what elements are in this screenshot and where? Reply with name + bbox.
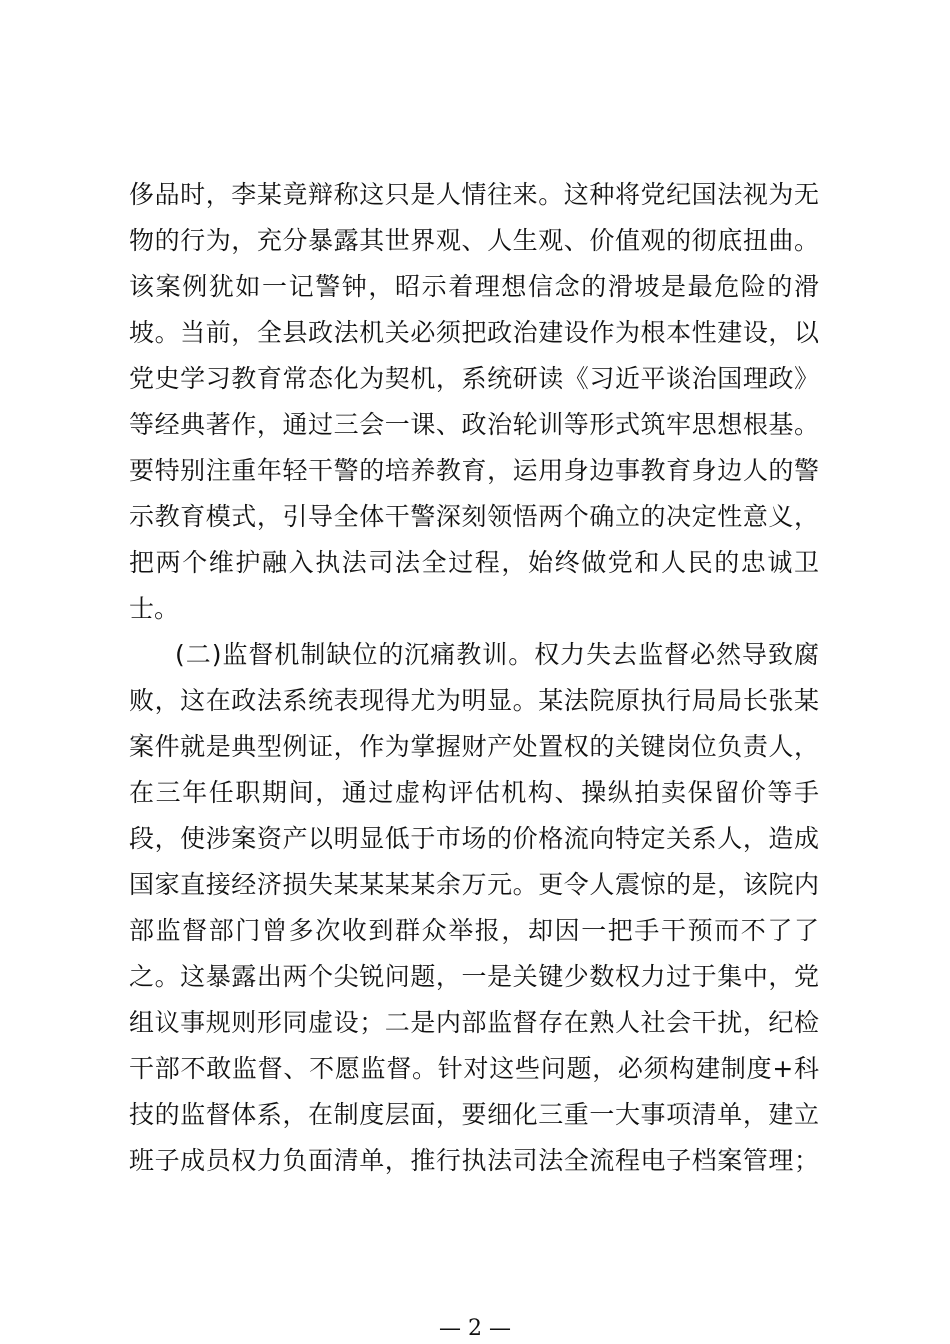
- paragraph-1-line: 物的行为，充分暴露其世界观、人生观、价值观的彻底扭曲。: [129, 226, 819, 255]
- paragraph-2-line: 在三年任职期间，通过虚构评估机构、操纵拍卖保留价等手: [129, 778, 819, 807]
- paragraph-2-line: 技的监督体系，在制度层面，要细化三重一大事项清单，建立: [129, 1100, 819, 1129]
- body-text: [129, 172, 819, 1184]
- paragraph-2-line: 败，这在政法系统表现得尤为明显。某法院原执行局局长张某: [129, 686, 819, 715]
- paragraph-1-line: 等经典著作，通过三会一课、政治轮训等形式筑牢思想根基。: [129, 410, 819, 439]
- paragraph-1-line: 示教育模式，引导全体干警深刻领悟两个确立的决定性意义，: [129, 502, 819, 531]
- paragraph-2-line: 班子成员权力负面清单，推行执法司法全流程电子档案管理；: [129, 1146, 819, 1175]
- paragraph-1-line: 要特别注重年轻干警的培养教育，运用身边事教育身边人的警: [129, 456, 819, 485]
- paragraph-2-line: 段，使涉案资产以明显低于市场的价格流向特定关系人，造成: [129, 824, 819, 853]
- paragraph-2-line: 之。这暴露出两个尖锐问题，一是关键少数权力过于集中，党: [129, 962, 819, 991]
- paragraph-2-heading-line: (二)监督机制缺位的沉痛教训。权力失去监督必然导致腐: [175, 640, 819, 669]
- paragraph-2-line: 干部不敢监督、不愿监督。针对这些问题，必须构建制度+科: [129, 1054, 819, 1083]
- paragraph-2-line: 组议事规则形同虚设；二是内部监督存在熟人社会干扰，纪检: [129, 1008, 819, 1037]
- paragraph-1-line: 把两个维护融入执法司法全过程，始终做党和人民的忠诚卫: [129, 548, 819, 577]
- paragraph-2-line: 案件就是典型例证，作为掌握财产处置权的关键岗位负责人，: [129, 732, 819, 761]
- page-number: — 2 —: [439, 1316, 511, 1341]
- paragraph-2-line: 国家直接经济损失某某某某余万元。更令人震惊的是，该院内: [129, 870, 819, 899]
- paragraph-1-line: 士。: [129, 594, 180, 623]
- paragraph-2-line: 部监督部门曾多次收到群众举报，却因一把手干预而不了了: [129, 916, 819, 945]
- paragraph-1-line: 该案例犹如一记警钟，昭示着理想信念的滑坡是最危险的滑: [129, 272, 819, 301]
- paragraph-1-line: 党史学习教育常态化为契机，系统研读《习近平谈治国理政》: [129, 364, 819, 393]
- paragraph-1-line: 坡。当前，全县政法机关必须把政治建设作为根本性建设，以: [129, 318, 819, 347]
- paragraph-1-line: 侈品时，李某竟辩称这只是人情往来。这种将党纪国法视为无: [129, 180, 819, 209]
